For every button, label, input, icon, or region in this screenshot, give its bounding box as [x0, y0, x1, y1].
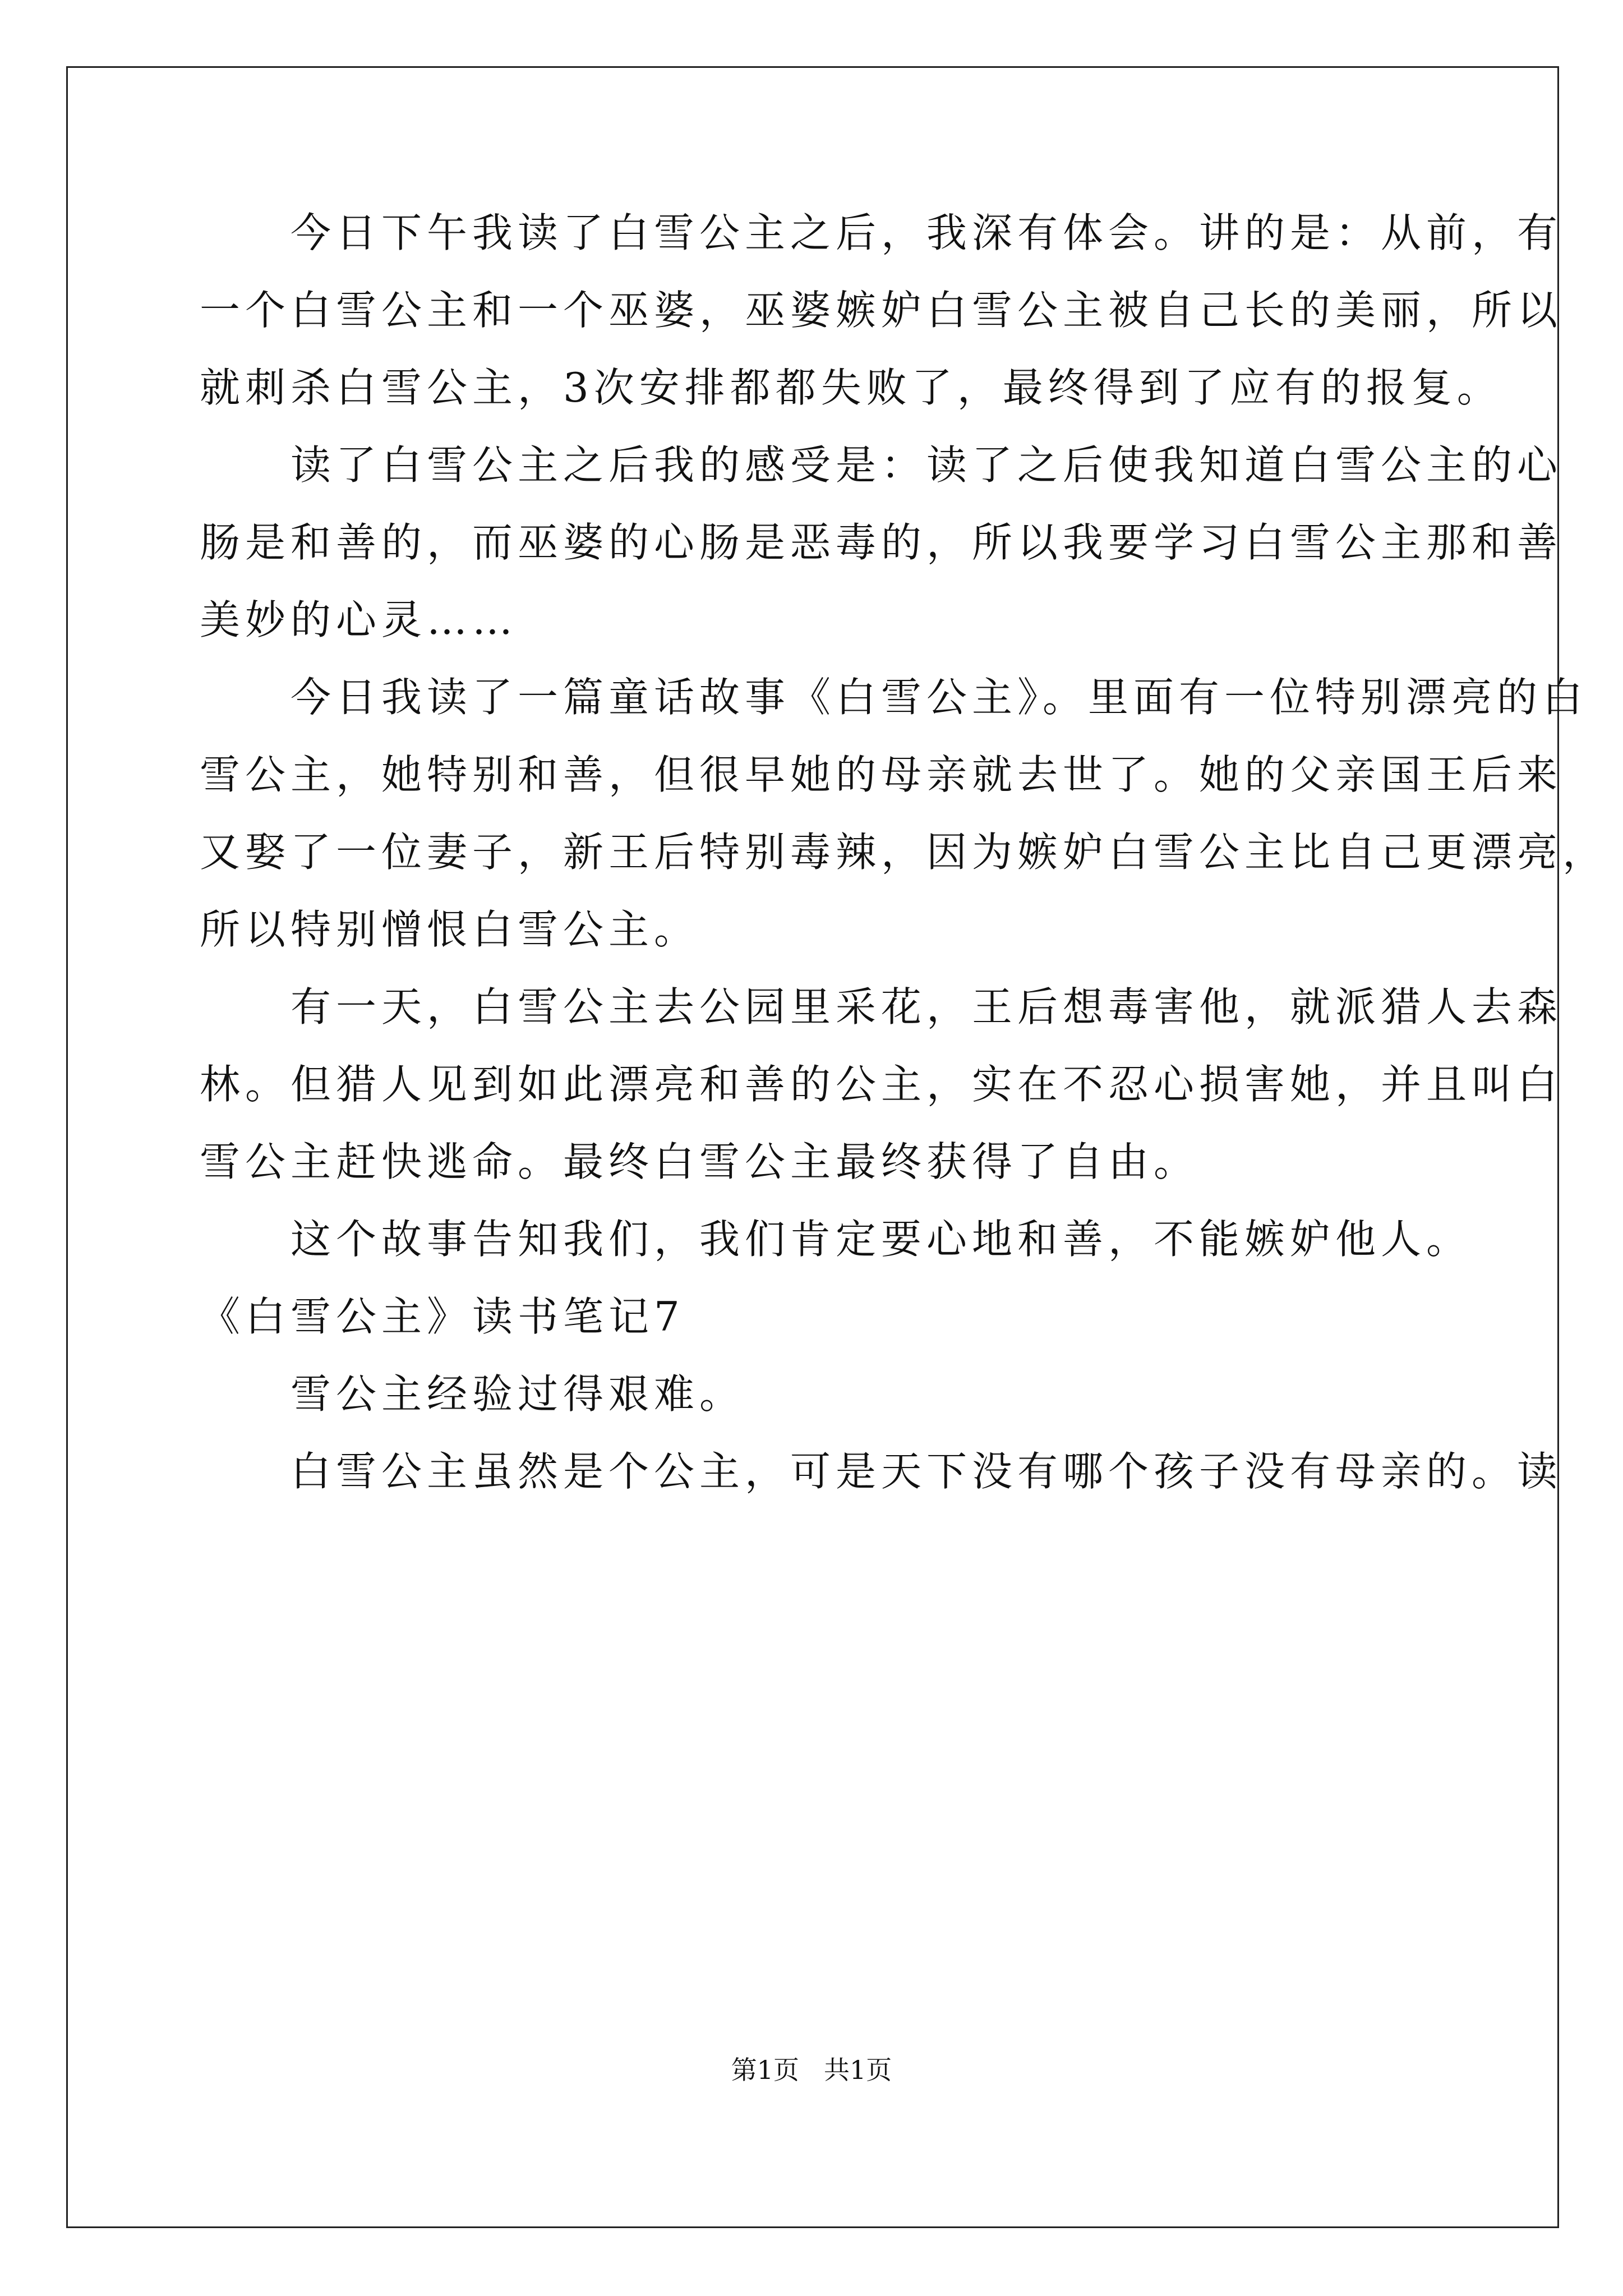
text-line: 这个故事告知我们，我们肯定要心地和善，不能嫉妒他人。	[200, 1216, 1472, 1263]
text-line: 美妙的心灵……	[200, 596, 518, 643]
text-line: 今日下午我读了白雪公主之后，我深有体会。讲的是：从前，有	[200, 209, 1563, 256]
text-line: 白雪公主虽然是个公主，可是天下没有哪个孩子没有母亲的。读	[200, 1448, 1563, 1495]
section-heading: 《白雪公主》读书笔记7	[200, 1293, 685, 1340]
text-line: 今日我读了一篇童话故事《白雪公主》。里面有一位特别漂亮的白	[200, 674, 1588, 721]
page-number: 第1页	[731, 2055, 799, 2085]
text-line: 有一天，白雪公主去公园里采花，王后想毒害他，就派猎人去森	[200, 983, 1563, 1030]
page-total: 共1页	[824, 2055, 892, 2085]
text-line: 读了白雪公主之后我的感受是：读了之后使我知道白雪公主的心	[200, 441, 1563, 489]
page-footer	[0, 2053, 1623, 2087]
text-line: 雪公主，她特别和善，但很早她的母亲就去世了。她的父亲国王后来	[200, 751, 1563, 798]
text-line: 又娶了一位妻子，新王后特别毒辣，因为嫉妒白雪公主比自己更漂亮，	[200, 829, 1608, 876]
text-line: 就刺杀白雪公主，3次安排都都失败了，最终得到了应有的报复。	[200, 364, 1502, 411]
text-line: 雪公主赶快逃命。最终白雪公主最终获得了自由。	[200, 1138, 1200, 1185]
text-line: 肠是和善的，而巫婆的心肠是恶毒的，所以我要学习白雪公主那和善	[200, 519, 1563, 566]
text-line: 雪公主经验过得艰难。	[200, 1370, 745, 1418]
text-line: 一个白雪公主和一个巫婆，巫婆嫉妒白雪公主被自己长的美丽，所以	[200, 287, 1563, 334]
text-line: 林。但猎人见到如此漂亮和善的公主，实在不忍心损害她，并且叫白	[200, 1061, 1563, 1108]
text-line: 所以特别憎恨白雪公主。	[200, 906, 700, 953]
